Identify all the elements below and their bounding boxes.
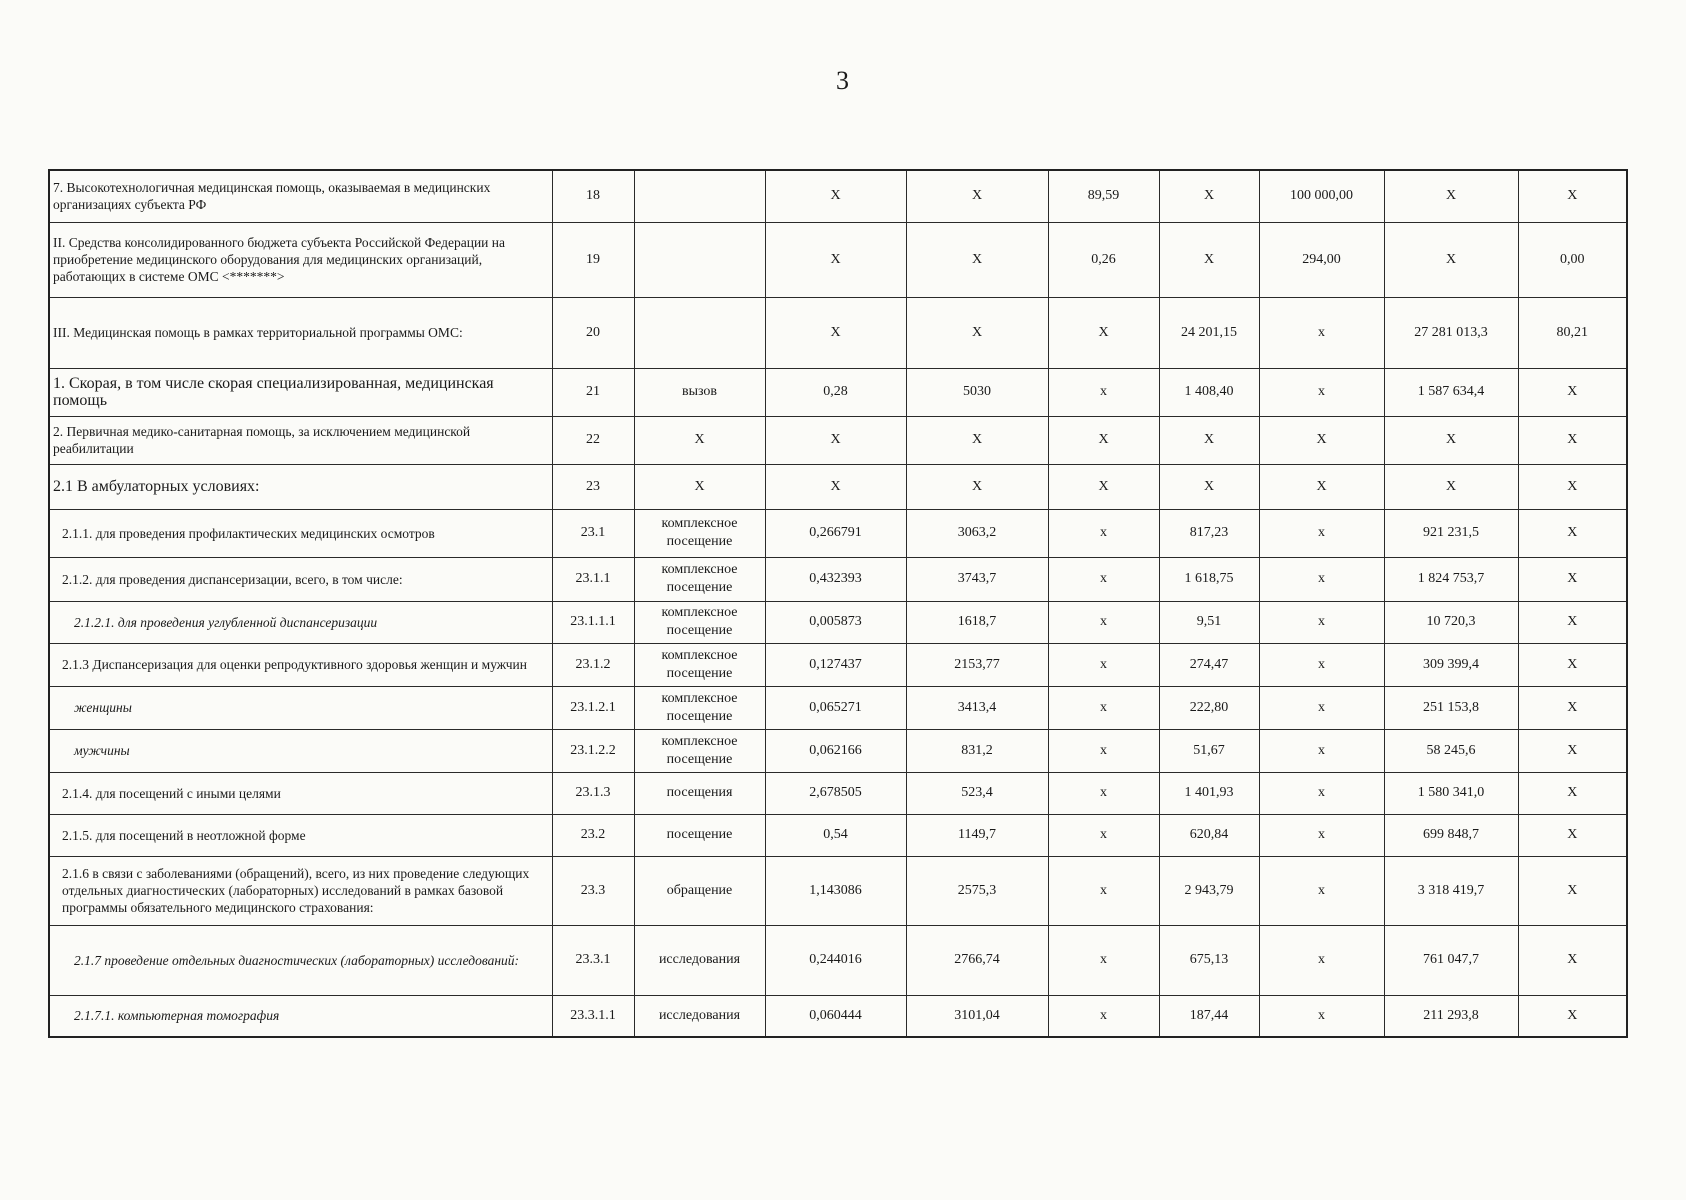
- cell-col8: x: [1259, 729, 1384, 772]
- cell-col4: 0,060444: [765, 995, 906, 1037]
- cell-col5: X: [906, 464, 1048, 509]
- cell-col5: 3063,2: [906, 509, 1048, 557]
- table-row: [49, 416, 1627, 464]
- row-name: 2.1.6 в связи с заболеваниями (обращений), всего, из них проведение следующих отдельных диагностических (лабораторных) исследований в рамках базовой программы обязательного медицинского страхования:: [49, 856, 552, 925]
- row-unit: вызов: [634, 368, 765, 416]
- row-unit: комплексное посещение: [634, 729, 765, 772]
- cell-col6: X: [1048, 297, 1159, 368]
- cell-col5: 3101,04: [906, 995, 1048, 1037]
- cell-col7: 817,23: [1159, 509, 1259, 557]
- row-unit: комплексное посещение: [634, 509, 765, 557]
- table-row: [49, 297, 1627, 368]
- page-number: 3: [836, 66, 850, 95]
- cell-col7: 1 618,75: [1159, 557, 1259, 601]
- cell-col4: 0,244016: [765, 925, 906, 995]
- cell-col4: 0,065271: [765, 686, 906, 729]
- cell-col10: 0,00: [1518, 222, 1627, 297]
- cell-col7: 9,51: [1159, 601, 1259, 643]
- cell-col9: X: [1384, 416, 1518, 464]
- row-name: 2.1.7.1. компьютерная томография: [49, 995, 552, 1037]
- cell-col8: X: [1259, 416, 1384, 464]
- row-name: мужчины: [49, 729, 552, 772]
- cell-col6: X: [1048, 416, 1159, 464]
- cell-col9: 699 848,7: [1384, 814, 1518, 856]
- row-name: 2.1.2. для проведения диспансеризации, всего, в том числе:: [49, 557, 552, 601]
- cell-col4: 0,127437: [765, 643, 906, 686]
- cell-col5: 2575,3: [906, 856, 1048, 925]
- cell-col9: 761 047,7: [1384, 925, 1518, 995]
- table-row: [49, 995, 1627, 1037]
- row-name: 2.1.1. для проведения профилактических медицинских осмотров: [49, 509, 552, 557]
- row-unit: комплексное посещение: [634, 686, 765, 729]
- cell-col9: 309 399,4: [1384, 643, 1518, 686]
- cell-col7: 51,67: [1159, 729, 1259, 772]
- table-row: [49, 601, 1627, 643]
- cell-col4: 1,143086: [765, 856, 906, 925]
- table-row: [49, 170, 1627, 222]
- table-row: [49, 222, 1627, 297]
- row-unit: X: [634, 416, 765, 464]
- cell-col7: 187,44: [1159, 995, 1259, 1037]
- row-line-number: 23.1.2: [552, 643, 634, 686]
- cell-col4: X: [765, 416, 906, 464]
- cell-col10: X: [1518, 856, 1627, 925]
- cell-col9: 1 587 634,4: [1384, 368, 1518, 416]
- row-line-number: 22: [552, 416, 634, 464]
- cell-col5: X: [906, 170, 1048, 222]
- row-line-number: 20: [552, 297, 634, 368]
- row-line-number: 23.3: [552, 856, 634, 925]
- row-name: III. Медицинская помощь в рамках территориальной программы ОМС:: [49, 297, 552, 368]
- cell-col4: 0,062166: [765, 729, 906, 772]
- row-name: 2.1.4. для посещений с иными целями: [49, 772, 552, 814]
- cell-col10: X: [1518, 601, 1627, 643]
- cell-col7: 274,47: [1159, 643, 1259, 686]
- row-unit: посещение: [634, 814, 765, 856]
- cell-col5: 2153,77: [906, 643, 1048, 686]
- cell-col10: X: [1518, 729, 1627, 772]
- table-row: [49, 925, 1627, 995]
- cell-col4: 0,432393: [765, 557, 906, 601]
- cell-col10: X: [1518, 686, 1627, 729]
- cell-col10: X: [1518, 995, 1627, 1037]
- cell-col6: x: [1048, 995, 1159, 1037]
- table-row: [49, 772, 1627, 814]
- table-row: [49, 368, 1627, 416]
- table-row: [49, 509, 1627, 557]
- cell-col6: x: [1048, 729, 1159, 772]
- row-line-number: 23.1.1.1: [552, 601, 634, 643]
- cell-col8: x: [1259, 925, 1384, 995]
- cell-col9: 1 580 341,0: [1384, 772, 1518, 814]
- cell-col5: 3413,4: [906, 686, 1048, 729]
- cell-col6: x: [1048, 814, 1159, 856]
- row-unit: комплексное посещение: [634, 601, 765, 643]
- cell-col6: x: [1048, 643, 1159, 686]
- cell-col10: X: [1518, 557, 1627, 601]
- row-line-number: 18: [552, 170, 634, 222]
- cell-col5: X: [906, 416, 1048, 464]
- cell-col8: x: [1259, 368, 1384, 416]
- row-name: 7. Высокотехнологичная медицинская помощь, оказываемая в медицинских организациях субъекта РФ: [49, 170, 552, 222]
- cell-col6: X: [1048, 464, 1159, 509]
- cell-col4: 0,54: [765, 814, 906, 856]
- row-line-number: 23.1.1: [552, 557, 634, 601]
- cell-col7: X: [1159, 222, 1259, 297]
- row-line-number: 19: [552, 222, 634, 297]
- cell-col10: X: [1518, 170, 1627, 222]
- table-row: [49, 729, 1627, 772]
- cell-col8: x: [1259, 557, 1384, 601]
- cell-col6: x: [1048, 772, 1159, 814]
- table-row: [49, 814, 1627, 856]
- cell-col7: 24 201,15: [1159, 297, 1259, 368]
- cell-col7: 620,84: [1159, 814, 1259, 856]
- table-row: [49, 643, 1627, 686]
- row-unit: исследования: [634, 925, 765, 995]
- row-name: II. Средства консолидированного бюджета субъекта Российской Федерации на приобретение медицинского оборудования для медицинских организаций, работающих в системе ОМС <*******>: [49, 222, 552, 297]
- table-row: [49, 686, 1627, 729]
- cell-col10: X: [1518, 925, 1627, 995]
- row-name: 2.1.7 проведение отдельных диагностических (лабораторных) исследований:: [49, 925, 552, 995]
- cell-col8: x: [1259, 297, 1384, 368]
- cell-col9: 27 281 013,3: [1384, 297, 1518, 368]
- cell-col8: x: [1259, 686, 1384, 729]
- row-line-number: 23.2: [552, 814, 634, 856]
- cell-col6: 0,26: [1048, 222, 1159, 297]
- cell-col7: X: [1159, 416, 1259, 464]
- row-line-number: 23.3.1.1: [552, 995, 634, 1037]
- cell-col10: X: [1518, 772, 1627, 814]
- row-unit: [634, 170, 765, 222]
- row-name: 2.1.5. для посещений в неотложной форме: [49, 814, 552, 856]
- cell-col8: 100 000,00: [1259, 170, 1384, 222]
- cell-col4: 0,28: [765, 368, 906, 416]
- cell-col7: 675,13: [1159, 925, 1259, 995]
- cell-col10: X: [1518, 643, 1627, 686]
- cell-col6: x: [1048, 856, 1159, 925]
- row-name: 2. Первичная медико-санитарная помощь, за исключением медицинской реабилитации: [49, 416, 552, 464]
- cell-col7: X: [1159, 170, 1259, 222]
- row-unit: исследования: [634, 995, 765, 1037]
- cell-col4: X: [765, 297, 906, 368]
- cell-col7: 1 408,40: [1159, 368, 1259, 416]
- cell-col6: x: [1048, 509, 1159, 557]
- row-unit: [634, 222, 765, 297]
- table-row: [49, 856, 1627, 925]
- row-line-number: 23.1.2.1: [552, 686, 634, 729]
- cell-col4: X: [765, 222, 906, 297]
- cell-col6: 89,59: [1048, 170, 1159, 222]
- cell-col8: x: [1259, 995, 1384, 1037]
- cell-col6: x: [1048, 686, 1159, 729]
- cell-col5: 5030: [906, 368, 1048, 416]
- cell-col10: 80,21: [1518, 297, 1627, 368]
- row-name: 2.1.2.1. для проведения углубленной диспансеризации: [49, 601, 552, 643]
- row-unit: посещения: [634, 772, 765, 814]
- row-unit: комплексное посещение: [634, 643, 765, 686]
- cell-col4: X: [765, 464, 906, 509]
- row-line-number: 23.1.3: [552, 772, 634, 814]
- cell-col5: X: [906, 222, 1048, 297]
- cell-col8: 294,00: [1259, 222, 1384, 297]
- cell-col10: X: [1518, 814, 1627, 856]
- cell-col9: X: [1384, 464, 1518, 509]
- table-row: [49, 557, 1627, 601]
- cell-col6: x: [1048, 557, 1159, 601]
- row-unit: [634, 297, 765, 368]
- row-name: 2.1 В амбулаторных условиях:: [49, 464, 552, 509]
- cell-col8: X: [1259, 464, 1384, 509]
- cell-col5: X: [906, 297, 1048, 368]
- cell-col4: 0,266791: [765, 509, 906, 557]
- cell-col5: 2766,74: [906, 925, 1048, 995]
- cell-col8: x: [1259, 643, 1384, 686]
- cell-col7: 222,80: [1159, 686, 1259, 729]
- cell-col8: x: [1259, 601, 1384, 643]
- row-unit: X: [634, 464, 765, 509]
- table-row: [49, 464, 1627, 509]
- cell-col9: X: [1384, 222, 1518, 297]
- cell-col9: 921 231,5: [1384, 509, 1518, 557]
- cell-col9: X: [1384, 170, 1518, 222]
- row-unit: обращение: [634, 856, 765, 925]
- cell-col9: 1 824 753,7: [1384, 557, 1518, 601]
- cell-col10: X: [1518, 416, 1627, 464]
- cell-col9: 251 153,8: [1384, 686, 1518, 729]
- cell-col8: x: [1259, 856, 1384, 925]
- cell-col5: 523,4: [906, 772, 1048, 814]
- cell-col6: x: [1048, 368, 1159, 416]
- row-name: женщины: [49, 686, 552, 729]
- cell-col5: 831,2: [906, 729, 1048, 772]
- cell-col7: 1 401,93: [1159, 772, 1259, 814]
- financing-table: [48, 169, 1628, 1038]
- row-name: 2.1.3 Диспансеризация для оценки репродуктивного здоровья женщин и мужчин: [49, 643, 552, 686]
- cell-col5: 3743,7: [906, 557, 1048, 601]
- row-unit: комплексное посещение: [634, 557, 765, 601]
- cell-col4: 0,005873: [765, 601, 906, 643]
- row-line-number: 23: [552, 464, 634, 509]
- row-line-number: 23.1.2.2: [552, 729, 634, 772]
- cell-col6: x: [1048, 601, 1159, 643]
- row-line-number: 21: [552, 368, 634, 416]
- cell-col5: 1618,7: [906, 601, 1048, 643]
- cell-col9: 211 293,8: [1384, 995, 1518, 1037]
- cell-col9: 10 720,3: [1384, 601, 1518, 643]
- cell-col5: 1149,7: [906, 814, 1048, 856]
- cell-col9: 3 318 419,7: [1384, 856, 1518, 925]
- cell-col10: X: [1518, 509, 1627, 557]
- cell-col9: 58 245,6: [1384, 729, 1518, 772]
- row-line-number: 23.3.1: [552, 925, 634, 995]
- cell-col8: x: [1259, 772, 1384, 814]
- cell-col7: 2 943,79: [1159, 856, 1259, 925]
- cell-col8: x: [1259, 814, 1384, 856]
- cell-col7: X: [1159, 464, 1259, 509]
- cell-col10: X: [1518, 368, 1627, 416]
- cell-col4: 2,678505: [765, 772, 906, 814]
- cell-col6: x: [1048, 925, 1159, 995]
- cell-col8: x: [1259, 509, 1384, 557]
- row-line-number: 23.1: [552, 509, 634, 557]
- row-name: 1. Скорая, в том числе скорая специализированная, медицинская помощь: [49, 368, 552, 416]
- cell-col4: X: [765, 170, 906, 222]
- cell-col10: X: [1518, 464, 1627, 509]
